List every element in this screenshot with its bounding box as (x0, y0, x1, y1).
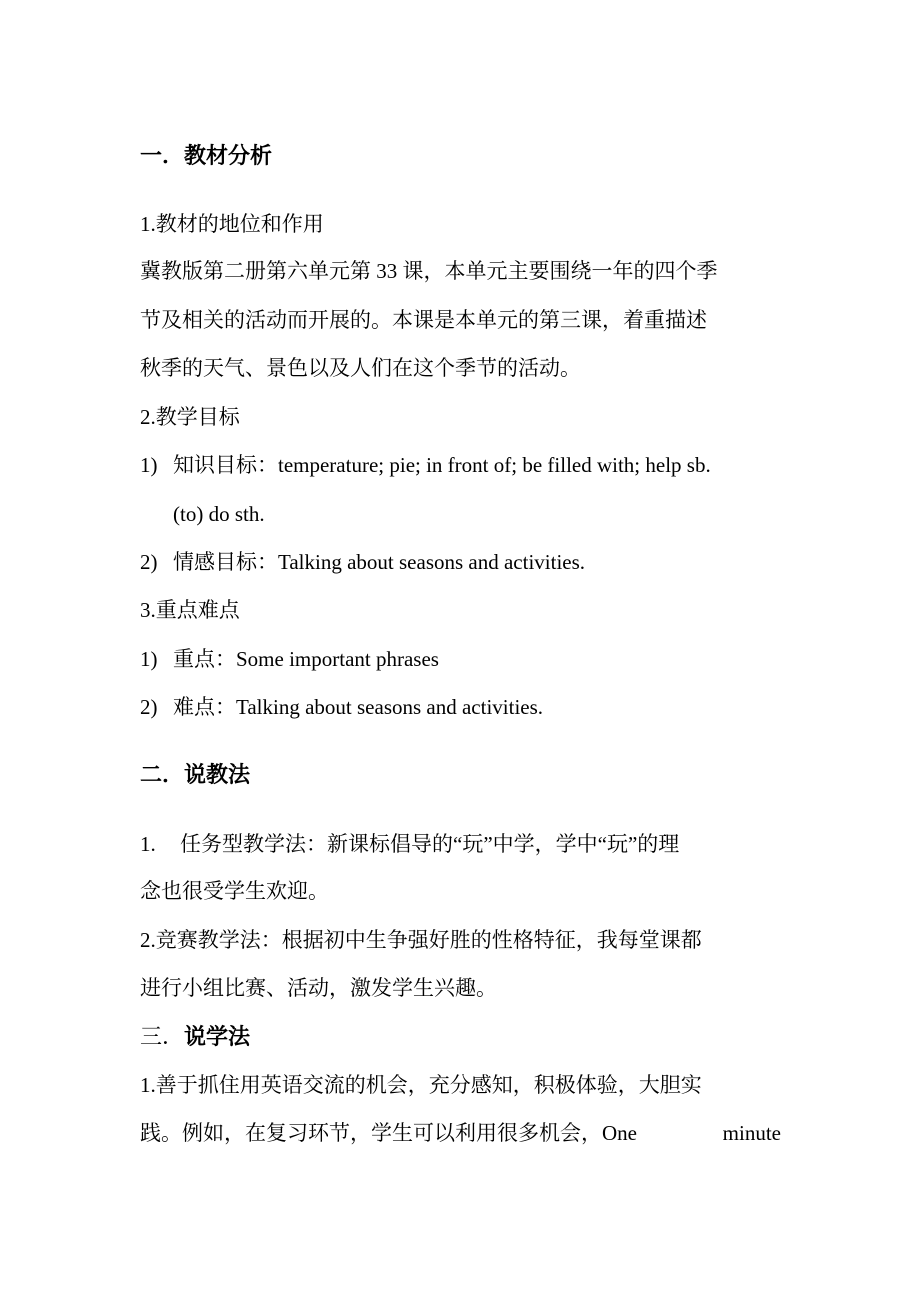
text-segment: minute (722, 1121, 781, 1145)
section1-heading: 一．教材分析 (140, 144, 273, 169)
method-item-task (140, 830, 679, 858)
goal-item-knowledge-cont: (to) do sth. (173, 502, 265, 526)
list-number: 1) (140, 647, 158, 671)
text-segment: 践。例如，在复习环节，学生可以利用很多机会，One (140, 1121, 637, 1145)
heading-number: 三． (140, 1025, 185, 1050)
subheading-position: 1.教材的地位和作用 (140, 212, 324, 236)
difficulty-item (140, 693, 543, 721)
keypoint-item (140, 645, 439, 673)
paragraph-line: 节及相关的活动而开展的。本课是本单元的第三课，着重描述 (140, 308, 707, 332)
list-text: 知识目标：temperature; pie; in front of; be filled with; help sb. (173, 453, 711, 477)
list-number: 2) (140, 695, 158, 719)
learning-item: 1.善于抓住用英语交流的机会，充分感知，积极体验，大胆实 (140, 1073, 702, 1097)
method-item-task-cont: 念也很受学生欢迎。 (140, 879, 329, 903)
paragraph-line: 冀教版第二册第六单元第 33 课，本单元主要围绕一年的四个季 (140, 259, 718, 283)
list-text: 难点：Talking about seasons and activities. (173, 695, 544, 719)
section2-heading: 二．说教法 (140, 763, 251, 788)
method-item-competition: 2.竞赛教学法：根据初中生争强好胜的性格特征，我每堂课都 (140, 928, 702, 952)
list-text: 重点：Some important phrases (173, 647, 439, 671)
goal-item-emotion (140, 548, 585, 576)
heading-text: 说学法 (184, 1025, 251, 1050)
method-item-competition-cont: 进行小组比赛、活动，激发学生兴趣。 (140, 976, 497, 1000)
paragraph-line: 秋季的天气、景色以及人们在这个季节的活动。 (140, 356, 581, 380)
goal-item-knowledge (140, 451, 711, 479)
subheading-goals: 2.教学目标 (140, 405, 240, 429)
subheading-keypoints: 3.重点难点 (140, 598, 240, 622)
list-text: 任务型教学法：新课标倡导的“玩”中学，学中“玩”的理 (180, 832, 680, 856)
list-number: 1. (140, 832, 156, 856)
list-number: 1) (140, 453, 158, 477)
list-number: 2) (140, 550, 158, 574)
list-text: 情感目标：Talking about seasons and activities. (173, 550, 586, 574)
learning-item-cont (140, 1119, 781, 1147)
section3-heading (140, 1024, 250, 1052)
